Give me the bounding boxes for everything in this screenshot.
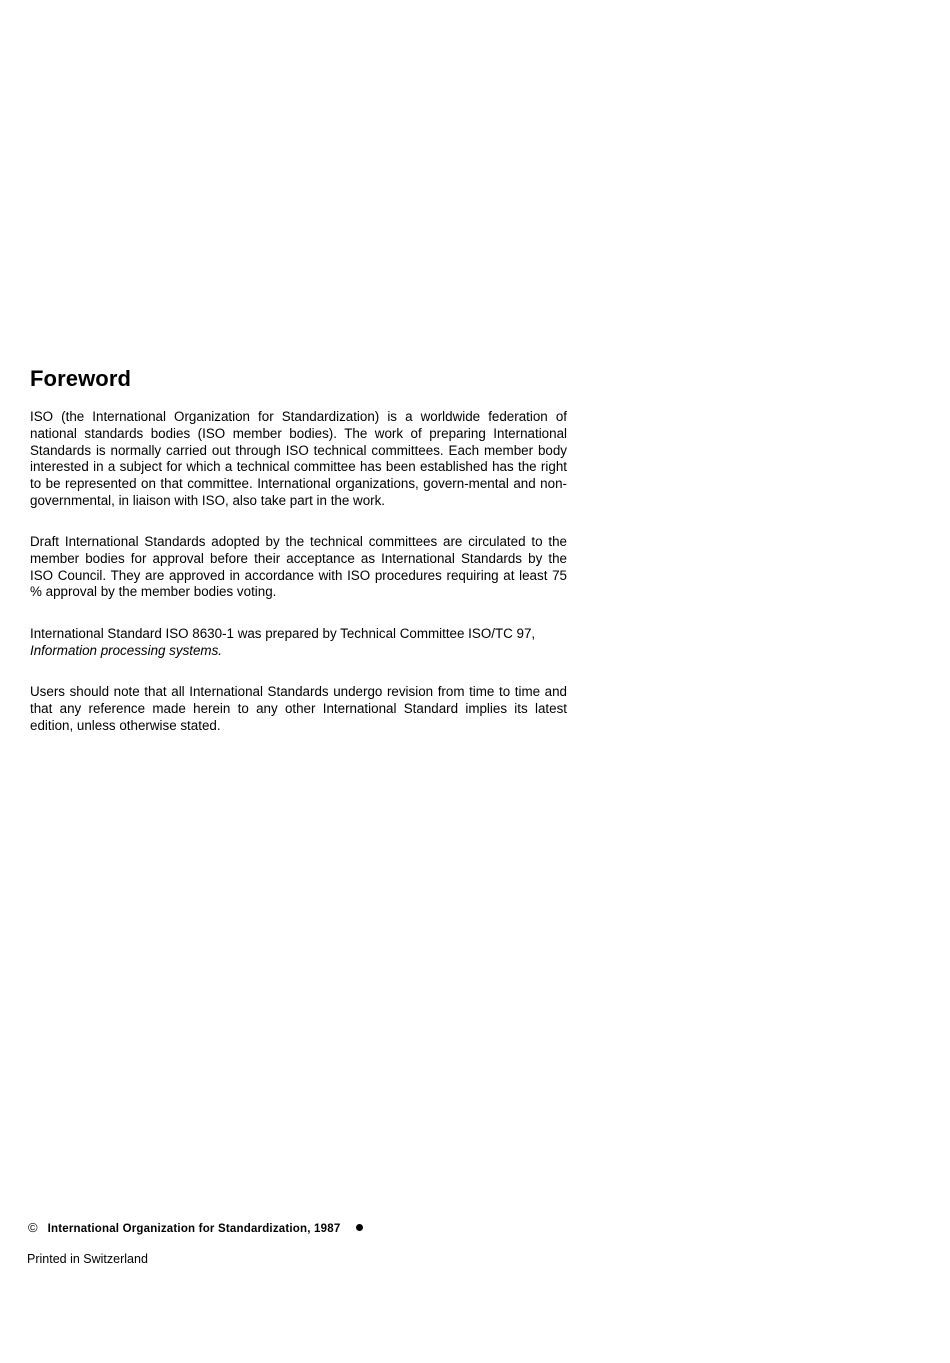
copyright-notice: [28, 1220, 363, 1237]
foreword-paragraph-revision-note: Users should note that all International Standards undergo revision from time to time and that any reference made herein to any other International Standard implies its latest edition, unless otherwise stated.: [30, 684, 567, 733]
foreword-paragraph-draft-standards: Draft International Standards adopted by the technical committees are circulated to the member bodies for approval before their acceptance as International Standards by the ISO Council. They are approved in accordance with ISO procedures requiring at least 75 % approval by the member bodies voting.: [30, 534, 567, 600]
foreword-heading: Foreword: [30, 366, 132, 391]
copyright-text: International Organization for Standardization, 1987: [47, 1223, 341, 1235]
foreword-paragraph-iso-federation: ISO (the International Organization for Standardization) is a worldwide federation of national standards bodies (ISO member bodies). The work of preparing International Standards is normally carried out through ISO technical committees. Each member body interested in a subject for which a technical committee has been established has the right to be represented on that committee. International organizations, govern-mental and non-governmental, in liaison with ISO, also take part in the work.: [30, 409, 567, 508]
printed-in-notice: Printed in Switzerland: [27, 1252, 148, 1266]
copyright-symbol: ©: [28, 1220, 38, 1235]
preparation-text: International Standard ISO 8630-1 was prepared by Technical Committee ISO/TC 97,: [30, 626, 536, 641]
foreword-paragraph-preparation: [30, 626, 567, 660]
committee-title: Information processing systems.: [30, 642, 223, 658]
bullet-dot-icon: [356, 1224, 363, 1231]
